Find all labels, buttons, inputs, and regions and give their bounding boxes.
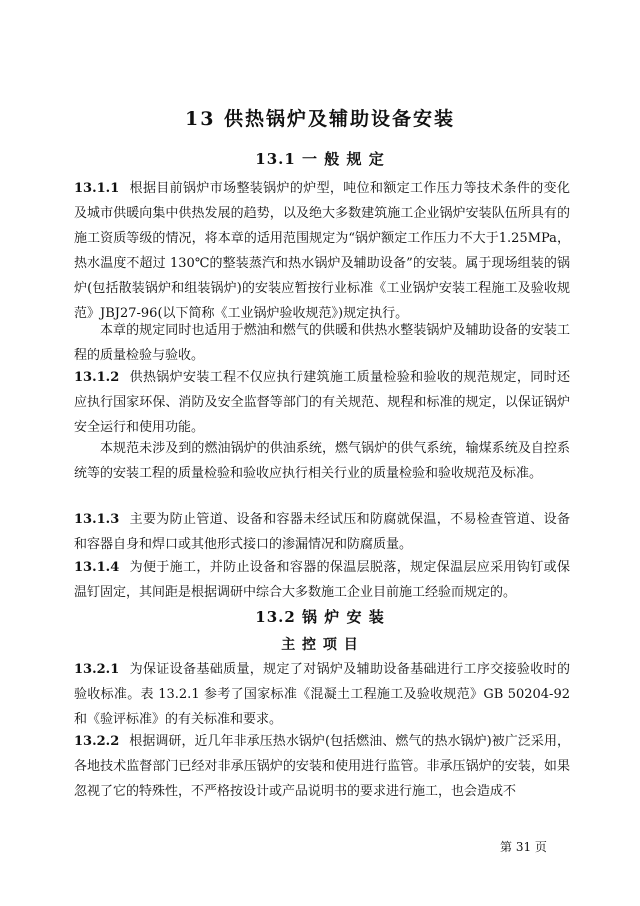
paragraph-text: 根据调研，近几年非承压热水锅炉(包括燃油、燃气的热水锅炉)被广泛采用，各地技术监督部门已经对非承压锅炉的安装和使用进行监管。非承压锅炉的安装，如果忽视了它的特殊性，不严格按设计或产品说明书的要求进行施工，也会造成不 (74, 734, 570, 799)
section-title-13-2: 13.2 锅 炉 安 装 (255, 608, 385, 626)
paragraph-13-1-1-continued (74, 318, 570, 368)
section-title-13-1: 13.1 一 般 规 定 (255, 150, 385, 168)
paragraph-text: 为便于施工，并防止设备和容器的保温层脱落，规定保温层应采用钩钉或保温钉固定，其间距是根据调研中综合大多数施工企业目前施工经验而规定的。 (74, 560, 570, 600)
paragraph-13-2-2 (74, 729, 570, 804)
paragraph-13-1-1 (74, 176, 570, 326)
subsection-title: 主 控 项 目 (281, 637, 359, 653)
paragraph-text: 主要为防止管道、设备和容器未经试压和防腐就保温，不易检查管道、设备和容器自身和焊口或其他形式接口的渗漏情况和防腐质量。 (74, 512, 570, 552)
clause-number: 13.1.1 (74, 181, 120, 196)
paragraph-text: 供热锅炉安装工程不仅应执行建筑施工质量检验和验收的规范规定，同时还应执行国家环保、消防及安全监督等部门的有关规范、规程和标准的规定，以保证锅炉安全运行和使用功能。 (74, 370, 570, 435)
paragraph-text: 为保证设备基础质量，规定了对锅炉及辅助设备基础进行工序交接验收时的验收标准。表 13.2.1 参考了国家标准《混凝土工程施工及验收规范》GB 50204-92 和《验评标准》的有关标准和要求。 (74, 662, 570, 727)
paragraph-13-1-2-continued (74, 436, 570, 486)
page-number: 第 31 页 (500, 840, 547, 854)
paragraph-13-2-1 (74, 657, 570, 732)
clause-number: 13.1.2 (74, 370, 120, 385)
paragraph-text: 根据目前锅炉市场整装锅炉的炉型，吨位和额定工作压力等技术条件的变化及城市供暖向集中供热发展的趋势，以及绝大多数建筑施工企业锅炉安装队伍所具有的施工资质等级的情况，将本章的适用范围规定为“锅炉额定工作压力不大于1.25MPa，热水温度不超过 130℃的整装蒸汽和热水锅炉及辅助设备”的安装。属于现场组装的锅炉(包括散装锅炉和组装锅炉)的安装应暂按行业标准《工业锅炉安装工程施工及验收规范》JBJ27-96(以下简称《工业锅炉验收规范》)规定执行。 (74, 181, 570, 321)
paragraph-text: 本规范未涉及到的燃油锅炉的供油系统，燃气锅炉的供气系统，输煤系统及自控系统等的安装工程的质量检验和验收应执行相关行业的质量检验和验收规范及标准。 (74, 441, 570, 481)
clause-number: 13.1.3 (74, 512, 120, 527)
chapter-title: 13 供热锅炉及辅助设备安装 (184, 108, 456, 130)
clause-number: 13.2.1 (74, 662, 120, 677)
clause-number: 13.2.2 (74, 734, 120, 749)
clause-number: 13.1.4 (74, 560, 120, 575)
paragraph-13-1-4 (74, 555, 570, 605)
paragraph-text: 本章的规定同时也适用于燃油和燃气的供暖和供热水整装锅炉及辅助设备的安装工程的质量检验与验收。 (74, 323, 570, 363)
paragraph-13-1-3 (74, 507, 570, 557)
paragraph-13-1-2 (74, 365, 570, 440)
